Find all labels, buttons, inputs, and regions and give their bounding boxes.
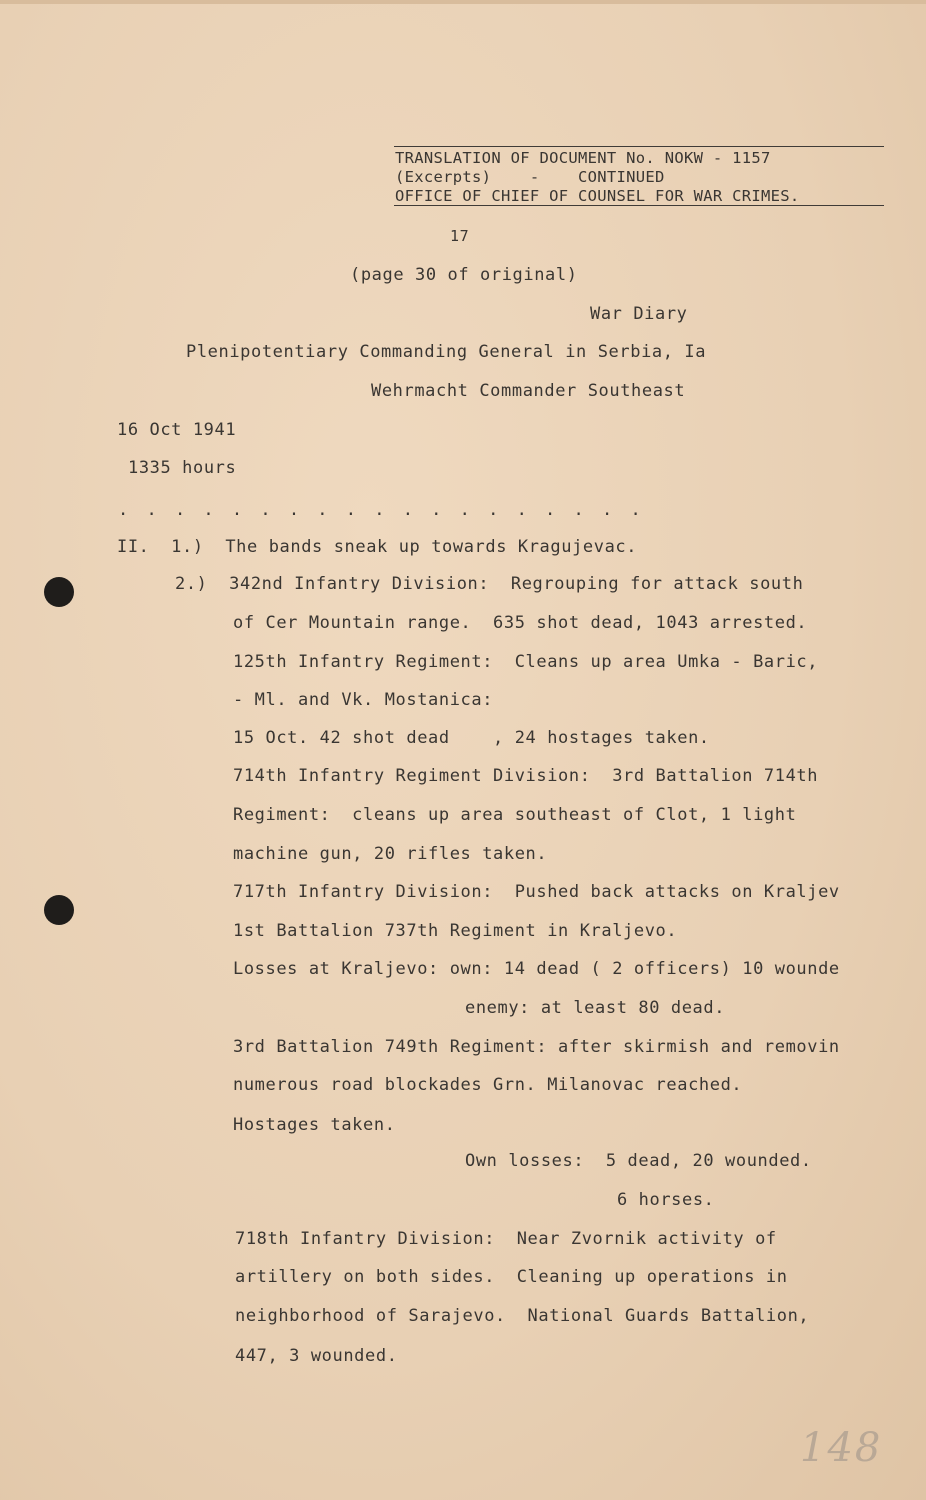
body-line: 125th Infantry Regiment: Cleans up area Umka - Baric, bbox=[233, 652, 819, 672]
body-line: neighborhood of Sarajevo. National Guards Battalion, bbox=[235, 1306, 810, 1326]
body-line: 3rd Battalion 749th Regiment: after skirmish and removin bbox=[233, 1037, 840, 1057]
body-line: 447, 3 wounded. bbox=[235, 1346, 398, 1366]
handwritten-page-number: 148 bbox=[800, 1425, 883, 1471]
entry-time: 1335 hours bbox=[128, 458, 237, 478]
body-line: 717th Infantry Division: Pushed back attacks on Kraljev bbox=[233, 882, 840, 902]
body-line: - Ml. and Vk. Mostanica: bbox=[233, 690, 494, 710]
body-line: machine gun, 20 rifles taken. bbox=[233, 844, 548, 864]
header-document-number: TRANSLATION OF DOCUMENT No. NOKW - 1157 bbox=[395, 149, 771, 167]
punch-hole bbox=[44, 577, 74, 607]
commander-title: Wehrmacht Commander Southeast bbox=[371, 381, 686, 401]
header-bottom-rule bbox=[394, 205, 884, 206]
header-excerpts: (Excerpts) - CONTINUED bbox=[395, 168, 665, 186]
body-line: numerous road blockades Grn. Milanovac reached. bbox=[233, 1075, 743, 1095]
body-line: 1st Battalion 737th Regiment in Kraljevo. bbox=[233, 921, 678, 941]
header-office: OFFICE OF CHIEF OF COUNSEL FOR WAR CRIMES. bbox=[395, 187, 800, 205]
page-number: 17 bbox=[450, 227, 470, 245]
body-line: Regiment: cleans up area southeast of Clot, 1 light bbox=[233, 805, 797, 825]
header-top-rule bbox=[394, 146, 884, 147]
body-line: artillery on both sides. Cleaning up operations in bbox=[235, 1267, 788, 1287]
body-line: 15 Oct. 42 shot dead , 24 hostages taken. bbox=[233, 728, 710, 748]
body-line: 718th Infantry Division: Near Zvornik activity of bbox=[235, 1229, 777, 1249]
body-line: 2.) 342nd Infantry Division: Regrouping for attack south bbox=[175, 574, 804, 594]
body-line: Own losses: 5 dead, 20 wounded. bbox=[465, 1151, 812, 1171]
entry-date: 16 Oct 1941 bbox=[117, 420, 237, 440]
diary-title: War Diary bbox=[590, 304, 688, 324]
original-page-ref: (page 30 of original) bbox=[350, 265, 578, 285]
body-line: Losses at Kraljevo: own: 14 dead ( 2 officers) 10 wounde bbox=[233, 959, 840, 979]
body-line: 6 horses. bbox=[617, 1190, 715, 1210]
body-line: 714th Infantry Regiment Division: 3rd Battalion 714th bbox=[233, 766, 819, 786]
punch-hole bbox=[44, 895, 74, 925]
body-line: enemy: at least 80 dead. bbox=[465, 998, 726, 1018]
body-line: of Cer Mountain range. 635 shot dead, 1043 arrested. bbox=[233, 613, 808, 633]
page-edge bbox=[0, 0, 926, 4]
unit-title: Plenipotentiary Commanding General in Serbia, Ia bbox=[186, 342, 707, 362]
body-line: Hostages taken. bbox=[233, 1115, 396, 1135]
section-separator: . . . . . . . . . . . . . . . . . . . bbox=[118, 500, 645, 520]
body-line: II. 1.) The bands sneak up towards Kragujevac. bbox=[117, 537, 638, 557]
